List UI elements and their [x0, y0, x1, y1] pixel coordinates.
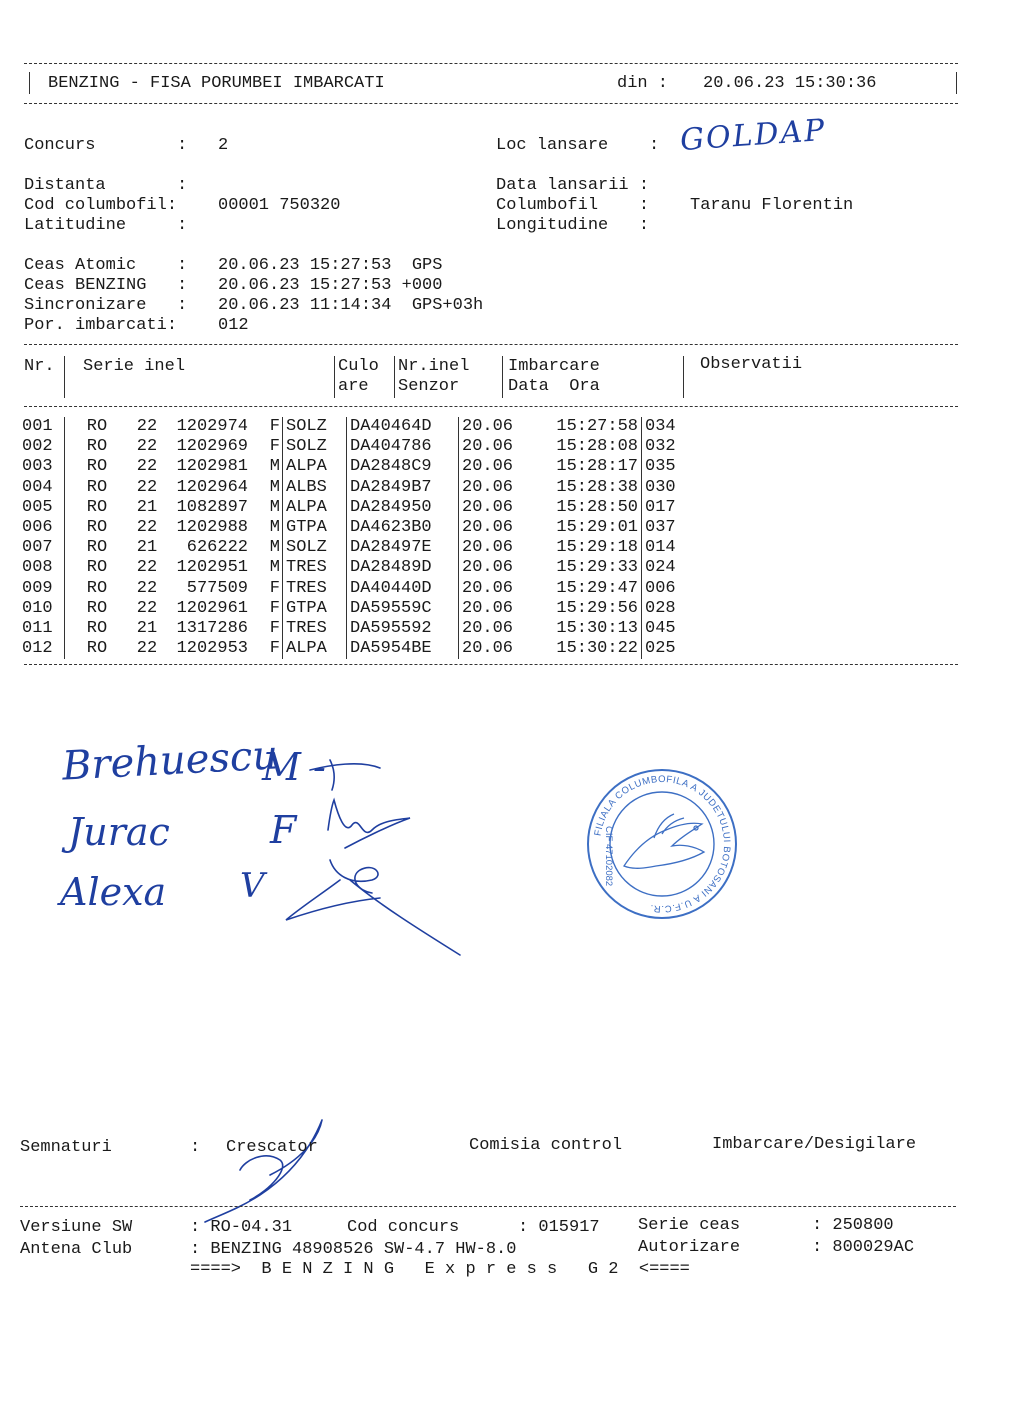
cell-country: RO — [65, 639, 127, 659]
concurs-label: Concurs : — [24, 136, 188, 155]
ceas-atomic-value: 20.06.23 15:27:53 GPS — [218, 256, 443, 275]
comisia-control-label: Comisia control — [469, 1136, 623, 1155]
cell-nr: 003 — [22, 457, 53, 477]
cell-sex: F — [269, 437, 280, 457]
cell-country: RO — [65, 579, 127, 599]
cell-color: SOLZ — [283, 417, 347, 437]
columbofil-label: Columbofil : — [496, 196, 650, 215]
cell-country: RO — [65, 498, 127, 518]
cell-ring: 626222 — [186, 538, 248, 558]
cell-date: 20.06 — [459, 599, 535, 619]
cell-year: 22 — [136, 417, 158, 437]
cell-nr: 007 — [22, 538, 53, 558]
cell-sensor: DA404786 — [347, 437, 459, 457]
cell-ring: 1202974 — [176, 417, 248, 437]
cell-obs: 035 — [642, 457, 706, 477]
cod-columbofil-label: Cod columbofil: — [24, 196, 178, 215]
sincronizare-label: Sincronizare : — [24, 296, 188, 315]
cell-date: 20.06 — [459, 619, 535, 639]
versiune-sw-value: : RO-04.31 — [190, 1218, 293, 1237]
cell-color: TRES — [283, 579, 347, 599]
semnaturi-label: Semnaturi — [20, 1138, 112, 1157]
distanta-label: Distanta : — [24, 176, 188, 195]
document-title: BENZING - FISA PORUMBEI IMBARCATI — [48, 74, 385, 93]
cell-sensor: DA2848C9 — [347, 457, 459, 477]
cell-obs: 030 — [642, 478, 706, 498]
cell-color: SOLZ — [283, 437, 347, 457]
autorizare-value: : 800029AC — [812, 1238, 915, 1257]
cell-sex: M — [269, 457, 280, 477]
cell-country: RO — [65, 558, 127, 578]
col-header-nrinel-2: Senzor — [398, 377, 460, 396]
signature-1-stroke — [310, 760, 380, 790]
cell-nr: 004 — [22, 477, 53, 497]
cell-date: 20.06 — [459, 639, 535, 659]
cell-time: 15:29:56 — [556, 598, 638, 618]
loc-lansare-label: Loc lansare : — [496, 136, 660, 155]
cell-ring: 1202981 — [176, 457, 248, 477]
cell-time: 15:27:58 — [556, 417, 638, 437]
latitudine-label: Latitudine : — [24, 216, 188, 235]
cell-sex: F — [269, 417, 280, 437]
cell-ring: 1202988 — [176, 518, 248, 538]
porumbei-imbarcati-value: 012 — [218, 316, 249, 335]
semnaturi-colon: : — [190, 1138, 201, 1157]
club-stamp — [584, 766, 740, 922]
cell-year: 22 — [136, 578, 158, 598]
cell-year: 22 — [136, 558, 158, 578]
cell-year: 22 — [136, 477, 158, 497]
col-header-imbarcare-1: Imbarcare — [508, 357, 600, 376]
ceas-atomic-label: Ceas Atomic : — [24, 256, 188, 275]
cell-year: 21 — [136, 538, 158, 558]
data-lansarii-label: Data lansarii : — [496, 176, 650, 195]
cell-obs: 032 — [642, 437, 706, 457]
ceas-benzing-label: Ceas BENZING : — [24, 276, 188, 295]
handwritten-name-2: Jurac — [68, 810, 170, 854]
stamp-cif-text: CIF 47102082 — [603, 826, 614, 887]
cell-color: ALPA — [283, 498, 347, 518]
autorizare-label: Autorizare — [638, 1238, 741, 1257]
cell-sex: M — [269, 558, 280, 578]
cell-time: 15:29:47 — [556, 578, 638, 598]
cell-sensor: DA595592 — [347, 619, 459, 639]
cell-ring: 1202951 — [176, 558, 248, 578]
cell-obs: 037 — [642, 518, 706, 538]
handwritten-name-1: Brehuescu — [60, 732, 280, 790]
loc-lansare-handwritten: GOLDAP — [678, 112, 828, 159]
cell-time: 15:28:50 — [556, 497, 638, 517]
handwritten-name-3: Alexa — [60, 870, 167, 914]
cell-ring: 1317286 — [176, 618, 248, 638]
cell-obs: 028 — [642, 599, 706, 619]
cell-color: GTPA — [283, 599, 347, 619]
sincronizare-value: 20.06.23 11:14:34 GPS+03h — [218, 296, 484, 315]
cell-date: 20.06 — [459, 457, 535, 477]
cell-obs: 025 — [642, 639, 706, 659]
cell-date: 20.06 — [459, 538, 535, 558]
cell-time: 15:30:22 — [556, 639, 638, 659]
cell-color: TRES — [283, 619, 347, 639]
col-header-nrinel-1: Nr.inel — [398, 357, 470, 376]
cell-country: RO — [65, 538, 127, 558]
cell-sex: F — [269, 618, 280, 638]
cell-nr: 012 — [22, 639, 53, 659]
cell-date: 20.06 — [459, 498, 535, 518]
porumbei-imbarcati-label: Por. imbarcati: — [24, 316, 178, 335]
cell-date: 20.06 — [459, 579, 535, 599]
footer-rule — [20, 1206, 956, 1207]
cell-country: RO — [65, 518, 127, 538]
antena-club-label: Antena Club — [20, 1240, 133, 1259]
cell-sex: F — [269, 639, 280, 659]
col-header-imbarcare-2: Data Ora — [508, 377, 600, 396]
columbofil-value: Taranu Florentin — [690, 196, 854, 215]
cell-sensor: DA28489D — [347, 558, 459, 578]
benzing-express-line: ====> B E N Z I N G E x p r e s s G 2 <==== — [190, 1260, 690, 1279]
cell-country: RO — [65, 599, 127, 619]
signature-3-stroke — [286, 860, 460, 955]
cell-time: 15:29:18 — [556, 538, 638, 558]
antena-club-value: : BENZING 48908526 SW-4.7 HW-8.0 — [190, 1240, 517, 1259]
cell-ring: 1202964 — [176, 477, 248, 497]
cell-obs: 006 — [642, 579, 706, 599]
cell-date: 20.06 — [459, 437, 535, 457]
cell-sex: M — [269, 477, 280, 497]
cod-concurs-value: : 015917 — [518, 1218, 600, 1237]
cell-nr: 006 — [22, 518, 53, 538]
cell-nr: 001 — [22, 417, 53, 437]
cell-time: 15:28:17 — [556, 457, 638, 477]
serie-ceas-label: Serie ceas — [638, 1216, 741, 1235]
din-value: 20.06.23 15:30:36 — [703, 74, 877, 93]
cell-date: 20.06 — [459, 417, 535, 437]
longitudine-label: Longitudine : — [496, 216, 650, 235]
cell-ring: 577509 — [186, 578, 248, 598]
cell-nr: 010 — [22, 598, 53, 618]
ceas-benzing-value: 20.06.23 15:27:53 +000 — [218, 276, 443, 295]
cell-sensor: DA284950 — [347, 498, 459, 518]
cell-sensor: DA40464D — [347, 417, 459, 437]
signature-2-stroke — [328, 800, 410, 848]
pigeon-icon — [624, 814, 704, 868]
cell-sensor: DA4623B0 — [347, 518, 459, 538]
cell-sensor: DA2849B7 — [347, 478, 459, 498]
cell-time: 15:30:13 — [556, 618, 638, 638]
din-label: din : — [617, 74, 669, 93]
cod-concurs-label: Cod concurs — [347, 1218, 460, 1237]
cell-ring: 1202969 — [176, 437, 248, 457]
cell-nr: 009 — [22, 578, 53, 598]
cell-sensor: DA28497E — [347, 538, 459, 558]
cell-country: RO — [65, 417, 127, 437]
imbarcare-desigilare-label: Imbarcare/Desigilare — [712, 1135, 917, 1154]
cell-date: 20.06 — [459, 558, 535, 578]
cell-nr: 005 — [22, 497, 53, 517]
cell-color: ALPA — [283, 639, 347, 659]
cell-sex: M — [269, 538, 280, 558]
cell-color: TRES — [283, 558, 347, 578]
cell-nr: 008 — [22, 558, 53, 578]
cell-time: 15:28:38 — [556, 477, 638, 497]
cell-obs: 024 — [642, 558, 706, 578]
cell-time: 15:29:01 — [556, 518, 638, 538]
cell-country: RO — [65, 437, 127, 457]
cell-country: RO — [65, 478, 127, 498]
cell-color: SOLZ — [283, 538, 347, 558]
handwritten-mark-3: V — [240, 866, 265, 906]
cell-year: 22 — [136, 437, 158, 457]
cell-year: 22 — [136, 598, 158, 618]
cell-ring: 1202953 — [176, 639, 248, 659]
cell-nr: 011 — [22, 618, 53, 638]
col-header-culoare-2: are — [338, 377, 369, 396]
cell-ring: 1202961 — [176, 598, 248, 618]
cell-time: 15:29:33 — [556, 558, 638, 578]
cell-obs: 045 — [642, 619, 706, 639]
cell-sensor: DA5954BE — [347, 639, 459, 659]
cell-sensor: DA59559C — [347, 599, 459, 619]
cell-sex: M — [269, 497, 280, 517]
cell-color: ALPA — [283, 457, 347, 477]
cell-country: RO — [65, 619, 127, 639]
cell-obs: 017 — [642, 498, 706, 518]
cell-color: GTPA — [283, 518, 347, 538]
crescator-label: Crescator — [226, 1138, 318, 1157]
cell-year: 21 — [136, 618, 158, 638]
cell-year: 22 — [136, 457, 158, 477]
handwritten-mark-2: F — [270, 808, 297, 852]
cell-date: 20.06 — [459, 478, 535, 498]
cod-columbofil-value: 00001 750320 — [218, 196, 341, 215]
cell-sex: F — [269, 578, 280, 598]
cell-sensor: DA40440D — [347, 579, 459, 599]
cell-sex: M — [269, 518, 280, 538]
col-header-nr: Nr. — [24, 357, 55, 376]
cell-year: 22 — [136, 518, 158, 538]
concurs-value: 2 — [218, 136, 229, 155]
col-header-serie: Serie inel — [83, 357, 186, 376]
cell-obs: 034 — [642, 417, 706, 437]
cell-year: 21 — [136, 497, 158, 517]
cell-ring: 1082897 — [176, 497, 248, 517]
cell-country: RO — [65, 457, 127, 477]
col-header-culoare-1: Culo — [338, 357, 379, 376]
cell-time: 15:28:08 — [556, 437, 638, 457]
col-header-observatii: Observatii — [700, 355, 803, 374]
cell-date: 20.06 — [459, 518, 535, 538]
cell-obs: 014 — [642, 538, 706, 558]
versiune-sw-label: Versiune SW — [20, 1218, 133, 1237]
handwritten-mark-1: M - — [262, 745, 326, 789]
serie-ceas-value: : 250800 — [812, 1216, 894, 1235]
stamp-outer-text: FILIALA COLUMBOFILA A JUDETULUI BOTOSANI A U.F.C.R. — [592, 773, 733, 915]
cell-sex: F — [269, 598, 280, 618]
cell-color: ALBS — [283, 478, 347, 498]
cell-nr: 002 — [22, 437, 53, 457]
cell-year: 22 — [136, 639, 158, 659]
